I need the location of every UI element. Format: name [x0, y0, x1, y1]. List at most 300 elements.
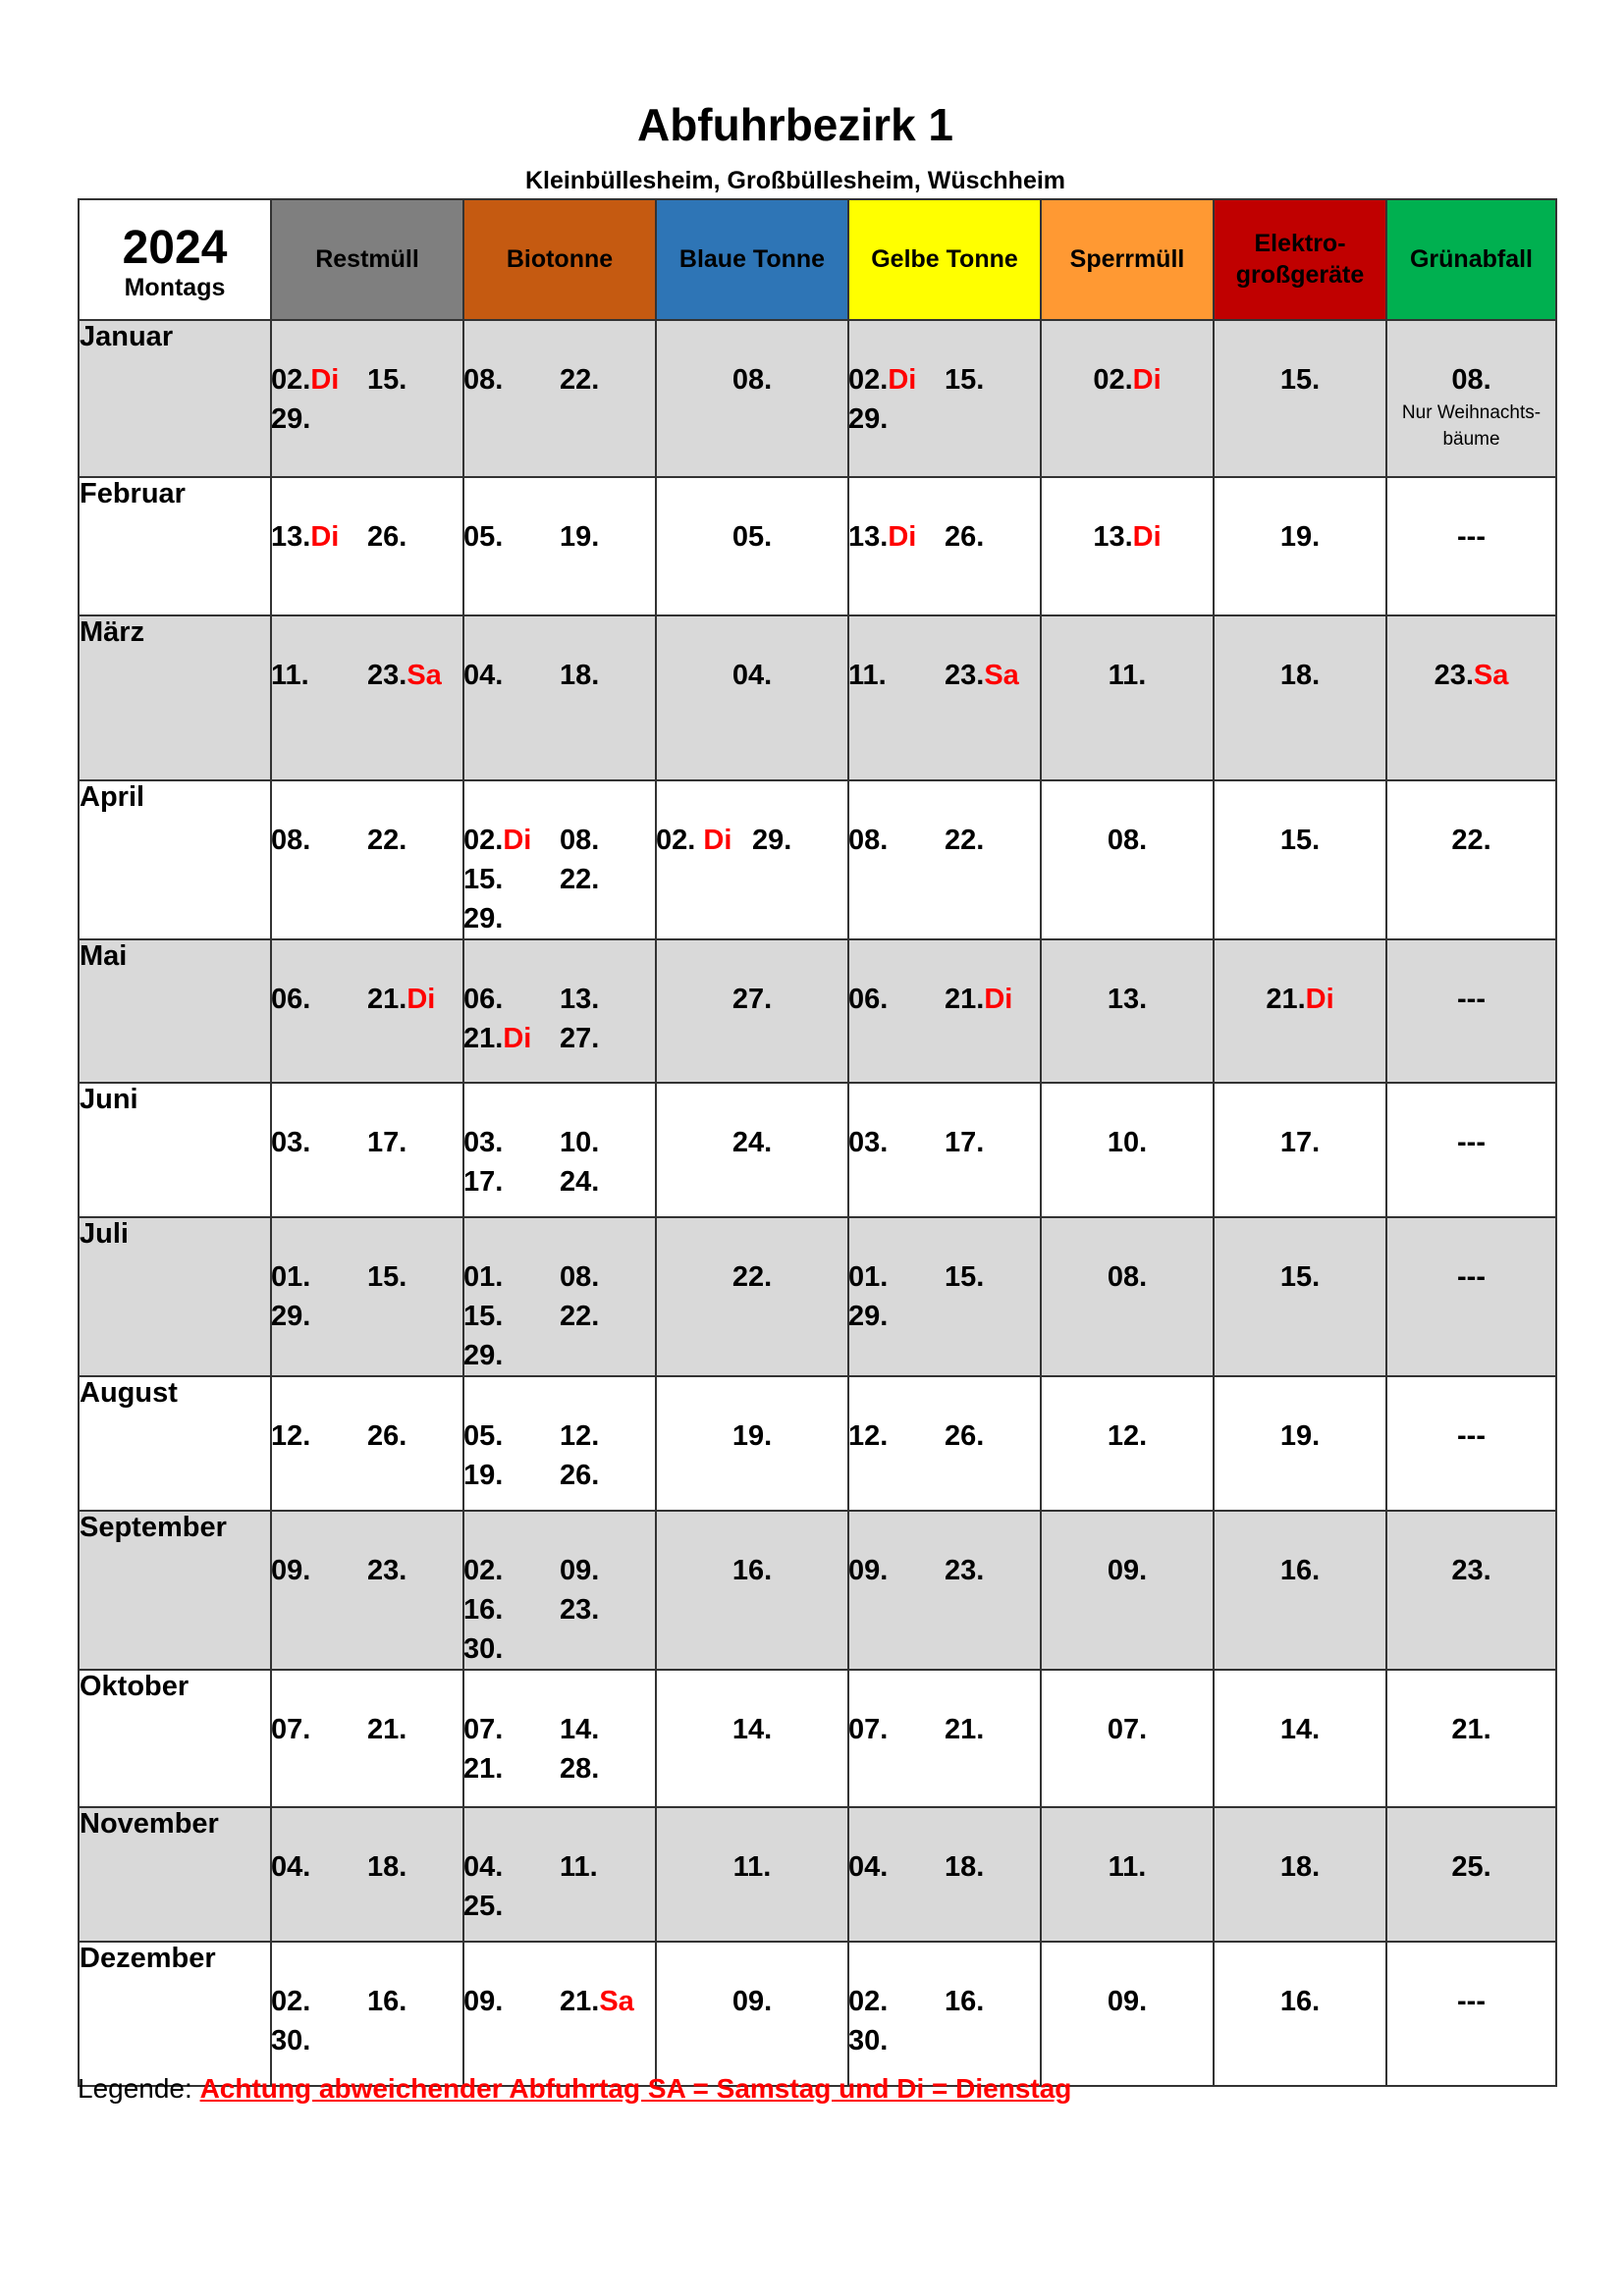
schedule-cell [463, 1670, 656, 1807]
pickup-date [1266, 980, 1333, 1019]
date-list [1042, 1084, 1213, 1162]
weekday-label: Montags [124, 274, 226, 302]
pickup-date [271, 400, 367, 439]
deviating-day-marker: Di [503, 825, 532, 856]
date-number: 19. [1279, 521, 1321, 553]
pickup-date [271, 1416, 367, 1456]
pickup-date [945, 1416, 1041, 1456]
pickup-date [1451, 821, 1490, 860]
schedule-cell [271, 939, 463, 1083]
date-list [464, 321, 655, 400]
pickup-date [463, 517, 560, 557]
pickup-date [1093, 360, 1161, 400]
date-number: 03. [848, 1127, 889, 1158]
column-header-label: Sperrmüll [1069, 244, 1185, 273]
date-number: 21. [945, 1714, 985, 1745]
column-header-label: Restmüll [315, 244, 419, 273]
date-number: 08. [731, 364, 773, 396]
page-subtitle: Kleinbüllesheim, Großbüllesheim, Wüschheim [524, 167, 1066, 194]
month-label: August [79, 1376, 271, 1511]
year-label: 2024 [122, 221, 228, 274]
date-number: 04. [463, 660, 504, 691]
date-list [657, 781, 847, 860]
date-number: 16. [731, 1555, 773, 1586]
date-number: 13. [271, 521, 311, 553]
date-number: 15. [1279, 364, 1321, 396]
pickup-date [1280, 1847, 1320, 1887]
date-number: 19. [1279, 1420, 1321, 1452]
date-list [1387, 940, 1555, 1019]
deviating-day-marker: Di [984, 984, 1013, 1015]
date-number: 07. [848, 1714, 889, 1745]
pickup-date [848, 1123, 945, 1162]
date-number: 22. [945, 825, 985, 856]
date-list [1042, 478, 1213, 557]
date-number: 15. [463, 1301, 504, 1332]
column-header-gruenabfall [1386, 199, 1556, 320]
date-number: --- [1457, 1261, 1486, 1293]
month-row [79, 1217, 1556, 1376]
column-header-biotonne [463, 199, 656, 320]
month-label: Juni [79, 1083, 271, 1217]
date-list [272, 321, 462, 439]
date-number: 09. [731, 1986, 773, 2017]
date-number: 10. [1107, 1127, 1148, 1158]
date-number: 16. [367, 1986, 407, 2017]
month-row [79, 780, 1556, 939]
date-number: 02. [848, 364, 889, 396]
pickup-date [271, 1847, 367, 1887]
pickup-date [463, 1710, 560, 1749]
schedule-cell [463, 1511, 656, 1670]
schedule-cell [463, 1376, 656, 1511]
pickup-date [271, 1551, 367, 1590]
pickup-date [463, 1551, 560, 1590]
date-number: 08. [463, 364, 504, 396]
pickup-date [945, 656, 1041, 695]
date-list [657, 1084, 847, 1162]
date-number: 19. [463, 1460, 504, 1491]
deviating-day-marker: Di [888, 364, 917, 396]
schedule-cell [1214, 1511, 1386, 1670]
column-header-label: Grünabfall [1409, 244, 1533, 273]
schedule-cell [271, 1083, 463, 1217]
deviating-day-marker: Sa [1473, 660, 1509, 691]
column-header-restmuell [271, 199, 463, 320]
date-number: 08. [560, 825, 600, 856]
date-list [272, 616, 462, 695]
deviating-day-marker: Di [310, 521, 340, 553]
pickup-date [732, 1123, 772, 1162]
date-number: 13. [1093, 521, 1133, 553]
date-number: 16. [945, 1986, 985, 2017]
date-list [657, 321, 847, 400]
pickup-date [271, 1297, 367, 1336]
month-row [79, 1511, 1556, 1670]
month-label: April [79, 780, 271, 939]
schedule-cell [1386, 1511, 1556, 1670]
pickup-date [848, 656, 945, 695]
schedule-cell [1386, 320, 1556, 477]
date-number: --- [1457, 521, 1486, 553]
pickup-date [1457, 980, 1486, 1019]
pickup-date [463, 1123, 560, 1162]
date-number: 29. [848, 403, 889, 435]
date-number: 04. [463, 1851, 504, 1883]
pickup-date [463, 1257, 560, 1297]
date-number: 23. [945, 1555, 985, 1586]
pickup-date [560, 1847, 656, 1887]
pickup-date [1457, 1982, 1486, 2021]
pickup-date [732, 1982, 772, 2021]
pickup-date [945, 360, 1041, 400]
pickup-date [1451, 360, 1490, 400]
date-number: 30. [463, 1633, 504, 1665]
pickup-date [463, 821, 560, 860]
schedule-cell [271, 1807, 463, 1942]
schedule-cell [1041, 1942, 1214, 2086]
schedule-cell [1041, 615, 1214, 780]
schedule-cell [1214, 780, 1386, 939]
date-list [1387, 1377, 1555, 1456]
schedule-cell [1386, 1217, 1556, 1376]
date-number: 02. [1093, 364, 1133, 396]
date-list [1042, 1218, 1213, 1297]
pickup-date [463, 980, 560, 1019]
date-list [849, 781, 1040, 860]
pickup-date [656, 821, 752, 860]
pickup-date [732, 1257, 772, 1297]
pickup-date [463, 899, 560, 938]
schedule-cell [848, 1217, 1041, 1376]
schedule-cell [1041, 1511, 1214, 1670]
date-number: 05. [463, 1420, 504, 1452]
date-number: 09. [848, 1555, 889, 1586]
date-number: 27. [731, 984, 773, 1015]
month-row [79, 1670, 1556, 1807]
date-list [1042, 1671, 1213, 1749]
date-list [1387, 781, 1555, 860]
schedule-cell [463, 1217, 656, 1376]
month-label: Oktober [79, 1670, 271, 1807]
legend [78, 2073, 1071, 2105]
month-row [79, 1942, 1556, 2086]
schedule-cell [463, 320, 656, 477]
schedule-cell [1214, 1807, 1386, 1942]
date-list [1387, 478, 1555, 557]
date-list [1387, 1218, 1555, 1297]
date-number: 29. [463, 903, 504, 934]
pickup-date [463, 1162, 560, 1201]
pickup-date [271, 360, 367, 400]
pickup-date [367, 656, 463, 695]
date-list [272, 1218, 462, 1336]
pickup-date [1457, 1123, 1486, 1162]
date-number: 08. [1107, 825, 1148, 856]
schedule-cell [1386, 780, 1556, 939]
pickup-date [367, 1710, 463, 1749]
date-list [1042, 940, 1213, 1019]
schedule-cell [463, 477, 656, 615]
date-list [272, 940, 462, 1019]
schedule-cell [1386, 1670, 1556, 1807]
pickup-date [463, 1019, 560, 1058]
pickup-date [560, 656, 656, 695]
pickup-date [367, 517, 463, 557]
date-list [1042, 1512, 1213, 1590]
date-number: 22. [367, 825, 407, 856]
date-number: 02. [463, 825, 504, 856]
schedule-cell [848, 615, 1041, 780]
pickup-date [463, 1887, 560, 1926]
schedule-cell [271, 320, 463, 477]
date-list [464, 1218, 655, 1375]
pickup-date [1280, 1710, 1320, 1749]
pickup-date [463, 656, 560, 695]
pickup-date [367, 1123, 463, 1162]
date-list [464, 1084, 655, 1201]
date-number: 21. [1451, 1714, 1491, 1745]
pickup-date [560, 1297, 656, 1336]
date-list [272, 1512, 462, 1590]
date-number: 08. [1451, 364, 1491, 396]
column-header-elektrogrossgeraete [1214, 199, 1386, 320]
pickup-date [848, 1982, 945, 2021]
schedule-cell [1041, 1807, 1214, 1942]
pickup-date [848, 1710, 945, 1749]
date-list [657, 1808, 847, 1887]
date-number: 25. [1451, 1851, 1491, 1883]
pickup-date [945, 1847, 1041, 1887]
pickup-date [848, 517, 945, 557]
date-number: 12. [271, 1420, 311, 1452]
schedule-cell [1386, 1942, 1556, 2086]
pickup-date [1093, 517, 1161, 557]
date-list [849, 940, 1040, 1019]
schedule-cell [848, 939, 1041, 1083]
pickup-date [463, 1416, 560, 1456]
date-number: 21. [560, 1986, 600, 2017]
date-number: 09. [1107, 1555, 1148, 1586]
pickup-date [848, 1297, 945, 1336]
date-number: --- [1457, 1127, 1486, 1158]
schedule-cell [848, 1670, 1041, 1807]
pickup-date [1108, 1416, 1147, 1456]
pickup-date [463, 1590, 560, 1629]
date-number: 13. [560, 984, 600, 1015]
schedule-cell [1386, 1376, 1556, 1511]
date-list [1387, 1084, 1555, 1162]
schedule-cell [463, 1083, 656, 1217]
date-list [1387, 321, 1555, 400]
date-number: 17. [1279, 1127, 1321, 1158]
date-number: 05. [731, 521, 773, 553]
date-number: 02. [656, 825, 704, 856]
month-label: Dezember [79, 1942, 271, 2086]
date-number: 14. [560, 1714, 600, 1745]
date-list [1215, 781, 1385, 860]
pickup-date [1280, 1416, 1320, 1456]
month-label: November [79, 1807, 271, 1942]
date-number: 24. [560, 1166, 600, 1198]
date-number: 17. [463, 1166, 504, 1198]
schedule-cell [271, 615, 463, 780]
schedule-cell [1041, 1083, 1214, 1217]
date-list [657, 1512, 847, 1590]
date-list [272, 478, 462, 557]
date-number: 19. [731, 1420, 773, 1452]
date-list [1215, 1808, 1385, 1887]
date-list [657, 940, 847, 1019]
date-number: 27. [560, 1023, 600, 1054]
schedule-cell [848, 1083, 1041, 1217]
date-number: 19. [560, 521, 600, 553]
date-number: 11. [560, 1851, 598, 1883]
date-number: 29. [848, 1301, 889, 1332]
date-list [849, 1512, 1040, 1590]
date-list [849, 616, 1040, 695]
date-number: 21. [1266, 984, 1306, 1015]
date-list [1387, 1808, 1555, 1887]
date-number: 15. [367, 364, 407, 396]
date-number: 21. [463, 1753, 504, 1785]
schedule-cell [463, 780, 656, 939]
schedule-cell [463, 939, 656, 1083]
pickup-date [463, 1847, 560, 1887]
pickup-date [1108, 1257, 1147, 1297]
pickup-date [367, 1551, 463, 1590]
pickup-date [367, 1257, 463, 1297]
schedule-cell [271, 1670, 463, 1807]
schedule-cell [1041, 1376, 1214, 1511]
date-number: 25. [463, 1891, 504, 1922]
deviating-day-marker: Di [1305, 984, 1334, 1015]
pickup-date [1451, 1847, 1490, 1887]
schedule-cell [656, 1807, 848, 1942]
date-number: 15. [945, 1261, 985, 1293]
column-header-label: Biotonne [506, 244, 614, 273]
schedule-cell [463, 615, 656, 780]
pickup-date [848, 980, 945, 1019]
pickup-date [1109, 1847, 1147, 1887]
date-number: 08. [560, 1261, 600, 1293]
schedule-cell [656, 1083, 848, 1217]
pickup-date [271, 1257, 367, 1297]
deviating-day-marker: Di [310, 364, 340, 396]
month-row [79, 320, 1556, 477]
date-number: 09. [1107, 1986, 1148, 2017]
date-number: 04. [731, 660, 773, 691]
pickup-date [1280, 821, 1320, 860]
pickup-date [945, 1982, 1041, 2021]
date-list [1215, 1218, 1385, 1297]
date-number: 06. [271, 984, 311, 1015]
date-number: 21. [945, 984, 985, 1015]
date-list [1215, 1377, 1385, 1456]
schedule-cell [1041, 477, 1214, 615]
date-number: 26. [367, 521, 407, 553]
date-list [657, 1377, 847, 1456]
schedule-cell [848, 320, 1041, 477]
date-number: 18. [1279, 660, 1321, 691]
date-list [1387, 616, 1555, 695]
date-list [1215, 940, 1385, 1019]
date-number: 30. [848, 2025, 889, 2056]
month-label: Februar [79, 477, 271, 615]
pickup-date [1451, 1551, 1490, 1590]
date-number: 05. [463, 521, 504, 553]
deviating-day-marker: Di [406, 984, 436, 1015]
date-number: 13. [848, 521, 889, 553]
pickup-date [560, 821, 656, 860]
deviating-day-marker: Di [503, 1023, 532, 1054]
date-number: 16. [1279, 1986, 1321, 2017]
month-row [79, 477, 1556, 615]
pickup-date [271, 821, 367, 860]
date-number: 26. [367, 1420, 407, 1452]
date-list [1387, 1943, 1555, 2021]
pickup-date [271, 1710, 367, 1749]
date-list [272, 1943, 462, 2060]
date-number: 01. [848, 1261, 889, 1293]
pickup-date [271, 656, 367, 695]
date-number: 11. [848, 660, 887, 691]
date-list [849, 1084, 1040, 1162]
date-number: 11. [732, 1851, 772, 1883]
pickup-date [560, 1551, 656, 1590]
pickup-date [945, 517, 1041, 557]
date-number: 08. [848, 825, 889, 856]
date-list [272, 1671, 462, 1749]
pickup-date [1280, 1982, 1320, 2021]
pickup-date [945, 1710, 1041, 1749]
pickup-date [463, 1336, 560, 1375]
date-number: 23. [1434, 660, 1474, 691]
date-number: 29. [271, 1301, 311, 1332]
date-number: --- [1457, 1420, 1486, 1452]
pickup-date [1280, 1257, 1320, 1297]
schedule-cell [1214, 1083, 1386, 1217]
date-number: 12. [848, 1420, 889, 1452]
date-list [1215, 1671, 1385, 1749]
schedule-cell [848, 1511, 1041, 1670]
pickup-date [560, 360, 656, 400]
pickup-date [367, 360, 463, 400]
date-number: 23. [945, 660, 985, 691]
page-title: Abfuhrbezirk 1 [636, 99, 954, 150]
pickup-date [733, 1847, 772, 1887]
schedule-cell [1041, 939, 1214, 1083]
pickup-date [560, 1162, 656, 1201]
date-number: 13. [1107, 984, 1148, 1015]
pickup-date [732, 656, 772, 695]
column-header-blaue-tonne [656, 199, 848, 320]
schedule-cell [271, 1376, 463, 1511]
date-list [849, 1218, 1040, 1336]
schedule-body [79, 320, 1556, 2086]
date-number: 23. [367, 660, 407, 691]
date-number: 15. [1279, 825, 1321, 856]
date-number: 26. [945, 521, 985, 553]
pickup-date [1280, 1551, 1320, 1590]
date-number: 09. [271, 1555, 311, 1586]
date-list [1042, 1377, 1213, 1456]
date-list [1042, 616, 1213, 695]
date-number: 26. [560, 1460, 600, 1491]
date-list [1387, 1671, 1555, 1749]
pickup-date [463, 360, 560, 400]
pickup-date [463, 860, 560, 899]
